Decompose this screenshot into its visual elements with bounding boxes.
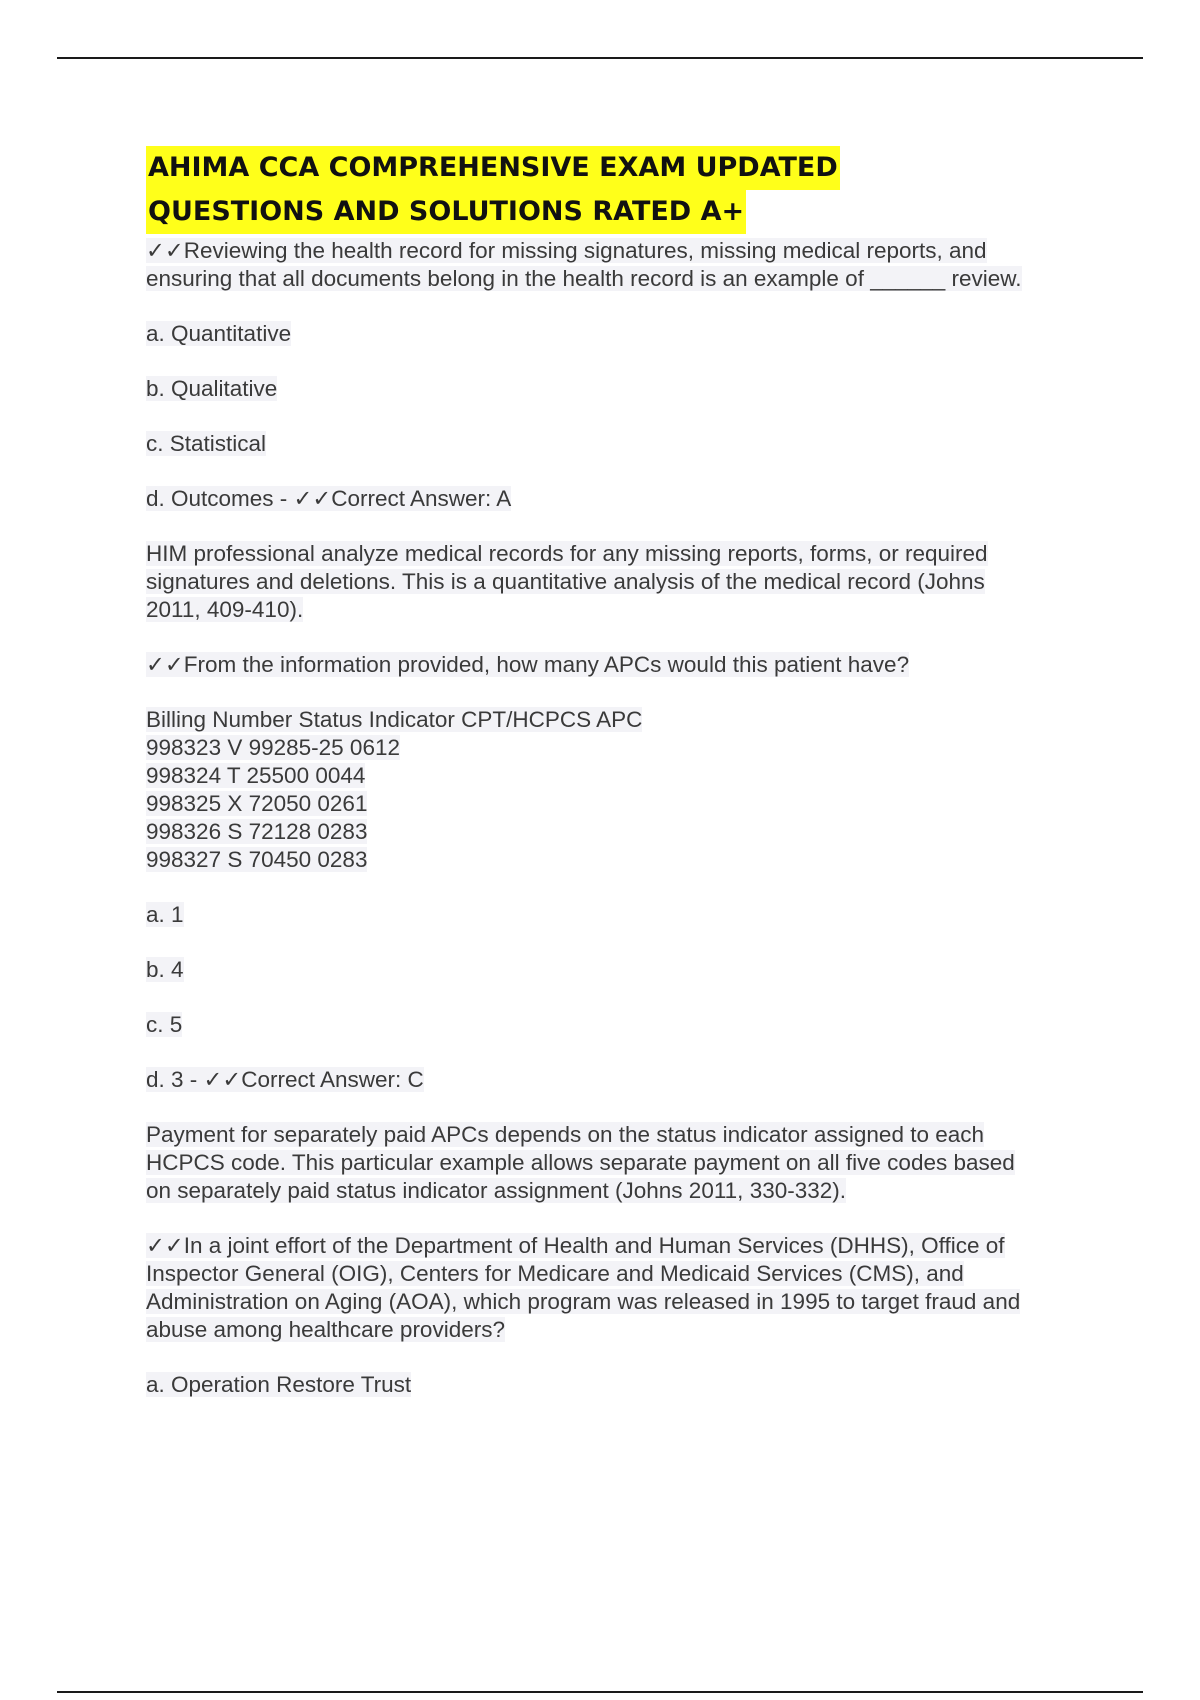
q2-option-d: d. 3 - ✓✓Correct Answer: C [146, 1067, 424, 1092]
q1-option-b: b. Qualitative [146, 376, 278, 401]
q3-question-line: Administration on Aging (AOA), which program was released in 1995 to target fraud and [146, 1289, 1021, 1314]
q3-option-a: a. Operation Restore Trust [146, 1372, 412, 1397]
q1-question-line: ✓✓Reviewing the health record for missing signatures, missing medical reports, and [146, 238, 987, 263]
q2-table-row: 998323 V 99285-25 0612 [146, 735, 400, 760]
title-line-2: QUESTIONS AND SOLUTIONS RATED A+ [146, 190, 746, 234]
q2-table-row: 998326 S 72128 0283 [146, 819, 368, 844]
q2-question: ✓✓From the information provided, how many APCs would this patient have? [146, 652, 910, 677]
q3-question-line: abuse among healthcare providers? [146, 1317, 505, 1342]
q2-table-row: 998325 X 72050 0261 [146, 791, 368, 816]
q2-explanation-line: on separately paid status indicator assignment (Johns 2011, 330-332). [146, 1178, 847, 1203]
q2-explanation-line: HCPCS code. This particular example allows separate payment on all five codes based [146, 1150, 1015, 1175]
bottom-rule [57, 1691, 1143, 1693]
q3-question-line: Inspector General (OIG), Centers for Medicare and Medicaid Services (CMS), and [146, 1261, 964, 1286]
document-body [146, 146, 1106, 1399]
q2-option-b: b. 4 [146, 957, 184, 982]
q2-table-header: Billing Number Status Indicator CPT/HCPCS APC [146, 707, 643, 732]
document-title [146, 146, 1106, 234]
q1-option-d: d. Outcomes - ✓✓Correct Answer: A [146, 486, 512, 511]
q3-question-line: ✓✓In a joint effort of the Department of Health and Human Services (DHHS), Office of [146, 1233, 1005, 1258]
q1-explanation-line: HIM professional analyze medical records for any missing reports, forms, or required [146, 541, 988, 566]
q2-option-a: a. 1 [146, 902, 184, 927]
title-line-1: AHIMA CCA COMPREHENSIVE EXAM UPDATED [146, 146, 840, 190]
q1-option-c: c. Statistical [146, 431, 267, 456]
q1-explanation-line: 2011, 409-410). [146, 597, 304, 622]
q2-table-row: 998327 S 70450 0283 [146, 847, 368, 872]
q2-table-row: 998324 T 25500 0044 [146, 763, 366, 788]
q2-explanation-line: Payment for separately paid APCs depends on the status indicator assigned to each [146, 1122, 985, 1147]
top-rule [57, 57, 1143, 59]
q1-option-a: a. Quantitative [146, 321, 292, 346]
q1-explanation-line: signatures and deletions. This is a quantitative analysis of the medical record (Johns [146, 569, 985, 594]
q2-option-c: c. 5 [146, 1012, 183, 1037]
q1-question-line: ensuring that all documents belong in the health record is an example of ______ review. [146, 266, 1022, 291]
